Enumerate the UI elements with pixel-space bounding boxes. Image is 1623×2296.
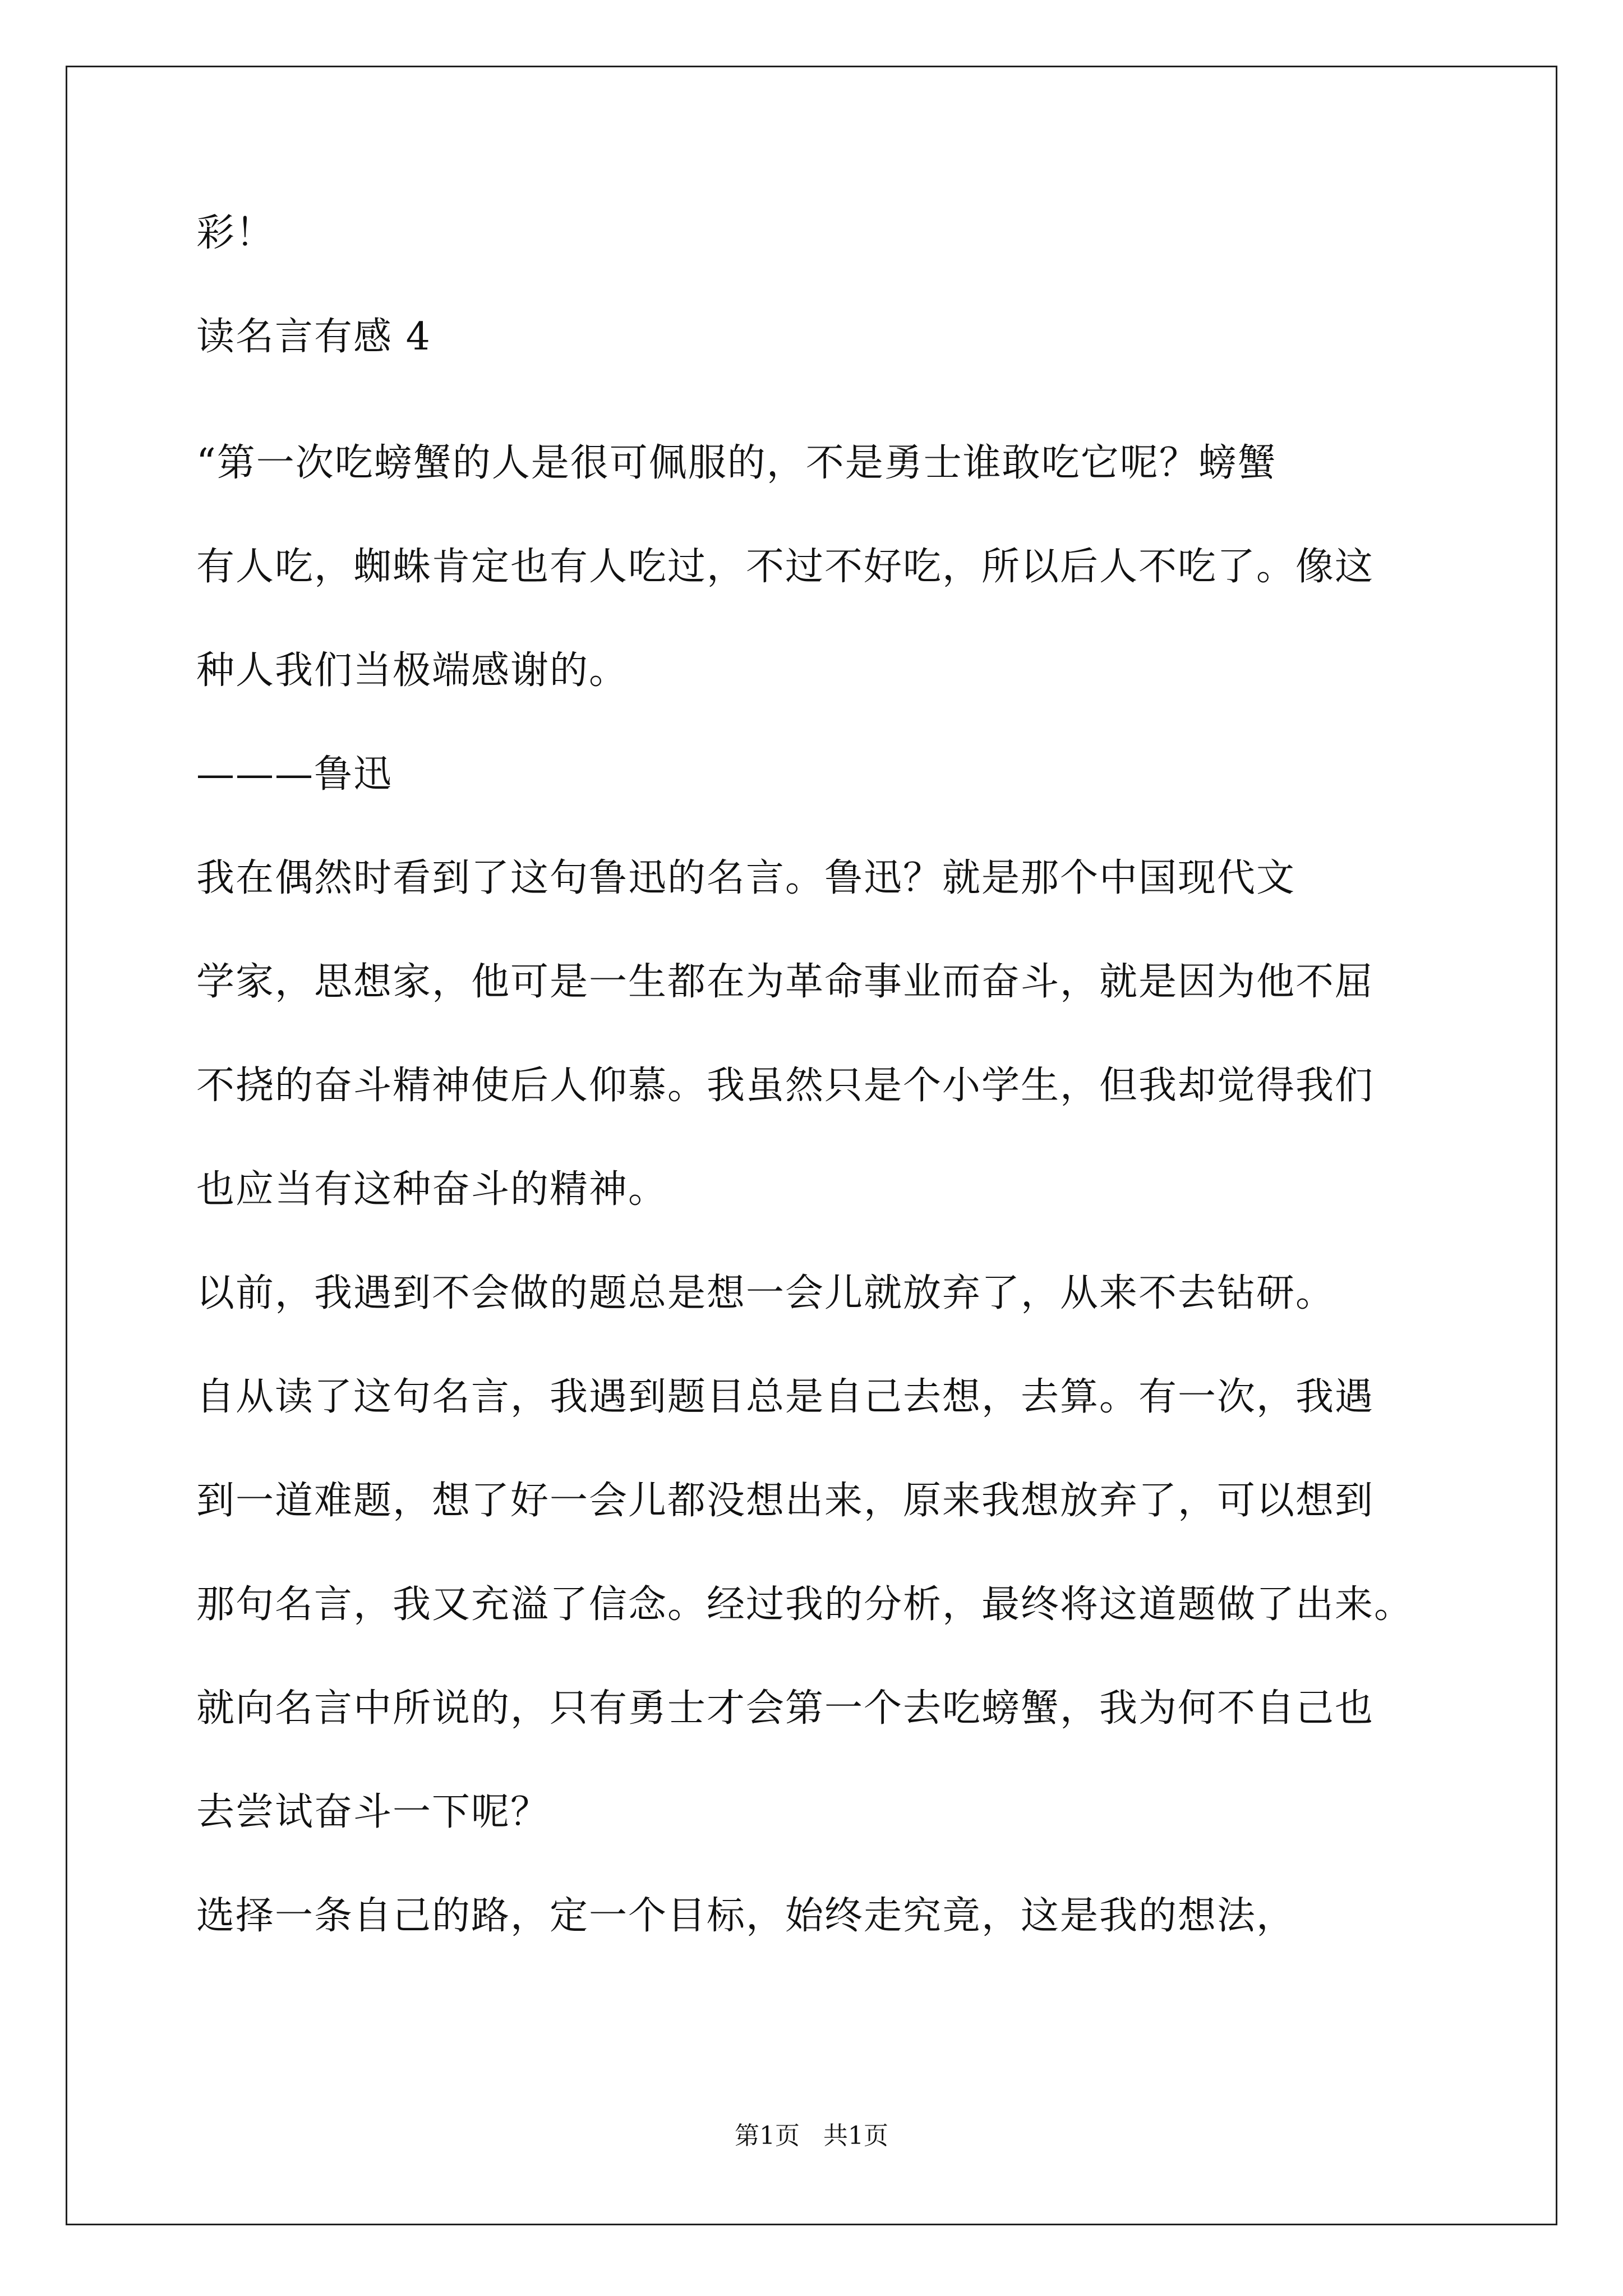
text-line: 那句名言，我又充溢了信念。经过我的分析，最终将这道题做了出来。: [196, 1582, 1414, 1627]
text-line: 就向名言中所说的，只有勇士才会第一个去吃螃蟹，我为何不自己也: [196, 1686, 1375, 1731]
text-line: 种人我们当极端感谢的。: [196, 648, 629, 693]
text-line: 自从读了这句名言，我遇到题目总是自己去想，去算。有一次，我遇: [196, 1375, 1375, 1419]
text-line: 选择一条自己的路，定一个目标，始终走究竟，这是我的想法，: [196, 1894, 1296, 1938]
text-line: 不挠的奋斗精神使后人仰慕。我虽然只是个小学生，但我却觉得我们: [196, 1064, 1375, 1108]
quote-attribution: ———鲁迅: [196, 752, 393, 797]
page-footer: 第1页 共1页: [735, 2122, 888, 2150]
text-line: 到一道难题，想了好一会儿都没想出来，原来我想放弃了，可以想到: [196, 1479, 1375, 1523]
text-line: 学家，思想家，他可是一生都在为革命事业而奋斗，就是因为他不屈: [196, 960, 1375, 1004]
text-line: 我在偶然时看到了这句鲁迅的名言。鲁迅？就是那个中国现代文: [196, 856, 1296, 900]
text-line: 去尝试奋斗一下呢？: [196, 1790, 550, 1834]
text-line: “第一次吃螃蟹的人是很可佩服的，不是勇士谁敢吃它呢？螃蟹: [196, 441, 1277, 485]
text-line: 彩！: [196, 211, 275, 255]
section-heading: 读名言有感 4: [196, 315, 431, 359]
text-line: 也应当有这种奋斗的精神。: [196, 1167, 668, 1212]
text-line: 有人吃，蜘蛛肯定也有人吃过，不过不好吃，所以后人不吃了。像这: [196, 545, 1375, 589]
text-line: 以前，我遇到不会做的题总是想一会儿就放弃了，从来不去钻研。: [196, 1271, 1335, 1315]
